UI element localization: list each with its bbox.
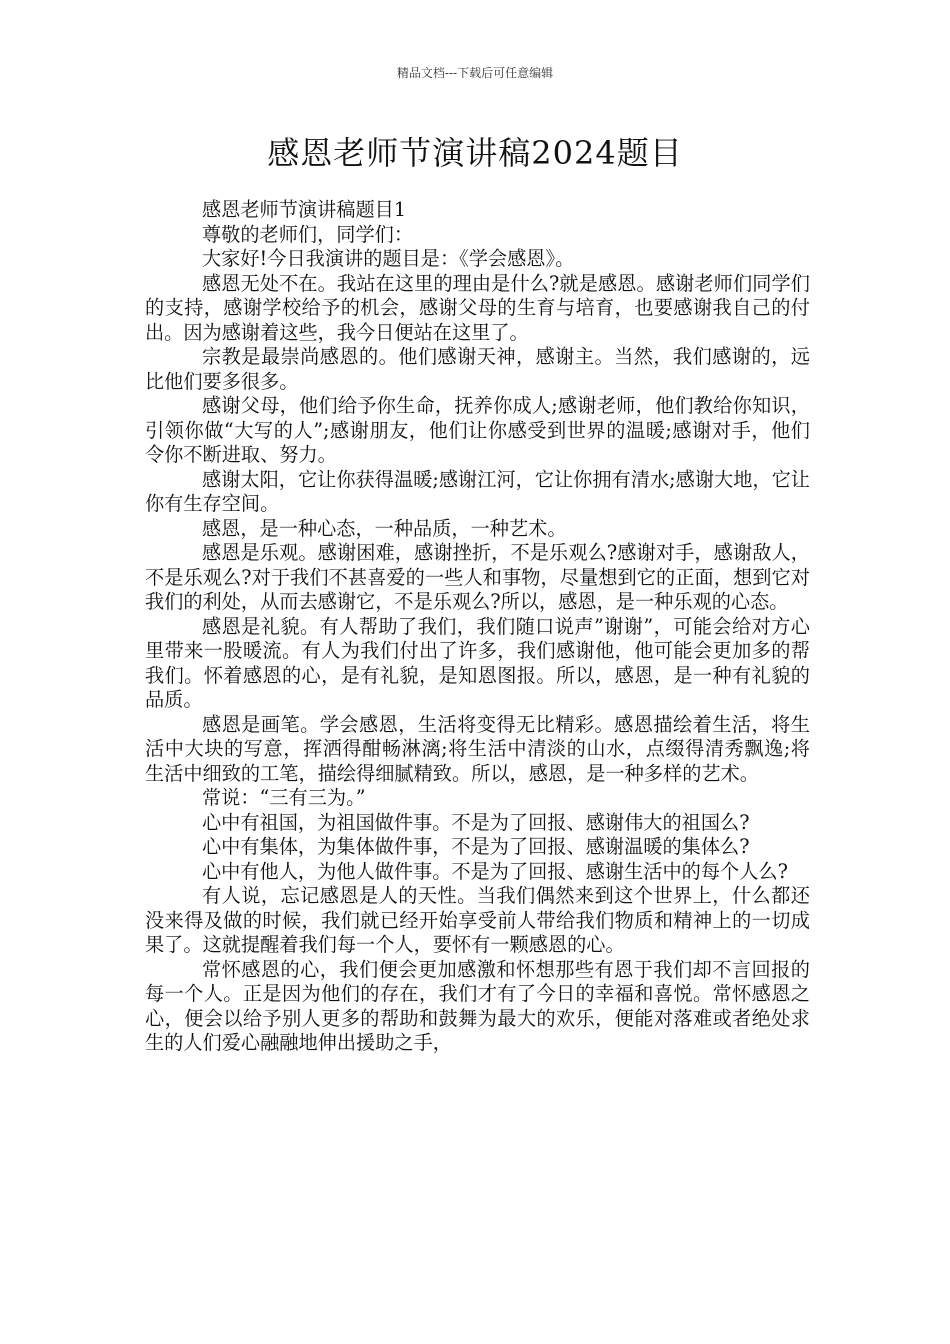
document-title: 感恩老师节演讲稿2024题目: [267, 134, 683, 172]
paragraph: 心中有祖国，为祖国做件事。不是为了回报、感谢伟大的祖国么?: [202, 810, 750, 834]
paragraph: 有人说，忘记感恩是人的天性。当我们偶然来到这个世界上，什么都还没来得及做的时候，我们就已经开始享受前人带给我们物质和精神上的一切成果了。这就提醒着我们每一个人，要怀有一颗感恩的心。: [145, 884, 810, 956]
paragraph-salutation: 尊敬的老师们，同学们：: [202, 222, 414, 246]
paragraph-subtitle: 感恩老师节演讲稿题目1: [202, 198, 407, 221]
paragraph: 感谢太阳，它让你获得温暖;感谢江河，它让你拥有清水;感谢大地，它让你有生存空间。: [145, 467, 810, 515]
document-body: [145, 198, 810, 1056]
paragraph: 感谢父母，他们给予你生命，抚养你成人;感谢老师，他们教给你知识，引领你做“大写的人”;感谢朋友，他们让你感受到世界的温暖;感谢对手，他们令你不断进取、努力。: [145, 394, 810, 466]
paragraph: 感恩，是一种心态，一种品质，一种艺术。: [202, 516, 567, 540]
paragraph: 常怀感恩的心，我们便会更加感激和怀想那些有恩于我们却不言回报的每一个人。正是因为他们的存在，我们才有了今日的幸福和喜悦。常怀感恩之心，便会以给予别人更多的帮助和鼓舞为最大的欢乐，便能对落难或者绝处求生的人们爱心融融地伸出援助之手，: [145, 957, 810, 1054]
paragraph: 常说：“三有三为。”: [202, 786, 366, 809]
paragraph-greeting: 大家好!今日我演讲的题目是：《学会感恩》。: [202, 247, 575, 270]
paragraph: 宗教是最崇尚感恩的。他们感谢天神，感谢主。当然，我们感谢的，远比他们要多很多。: [145, 345, 810, 393]
paragraph: 感恩是画笔。学会感恩，生活将变得无比精彩。感恩描绘着生活，将生活中大块的写意，挥洒得酣畅淋漓;将生活中清淡的山水，点缀得清秀飘逸;将生活中细致的工笔，描绘得细腻精致。所以，感恩，是一种多样的艺术。: [145, 712, 810, 785]
paragraph: 感恩无处不在。我站在这里的理由是什么?就是感恩。感谢老师们同学们的支持，感谢学校给予的机会，感谢父母的生育与培育，也要感谢我自己的付出。因为感谢着这些，我今日便站在这里了。: [145, 271, 810, 344]
paragraph: 心中有集体，为集体做件事，不是为了回报、感谢温暖的集体么?: [202, 835, 750, 858]
page-header: 精品文档---下载后可任意编辑: [396, 66, 554, 80]
paragraph: 感恩是乐观。感谢困难，感谢挫折，不是乐观么?感谢对手，感谢敌人，不是乐观么?对于我们不甚喜爱的一些人和事物，尽量想到它的正面，想到它对我们的利处，从而去感谢它，不是乐观么?所以，感恩，是一种乐观的心态。: [145, 541, 810, 613]
paragraph: 感恩是礼貌。有人帮助了我们，我们随口说声”谢谢”，可能会给对方心里带来一股暖流。有人为我们付出了许多，我们感谢他，他可能会更加多的帮我们。怀着感恩的心，是有礼貌，是知恩图报。所以，感恩，是一种有礼貌的品质。: [145, 614, 810, 711]
paragraph: 心中有他人，为他人做件事。不是为了回报、感谢生活中的每个人么?: [202, 859, 788, 883]
